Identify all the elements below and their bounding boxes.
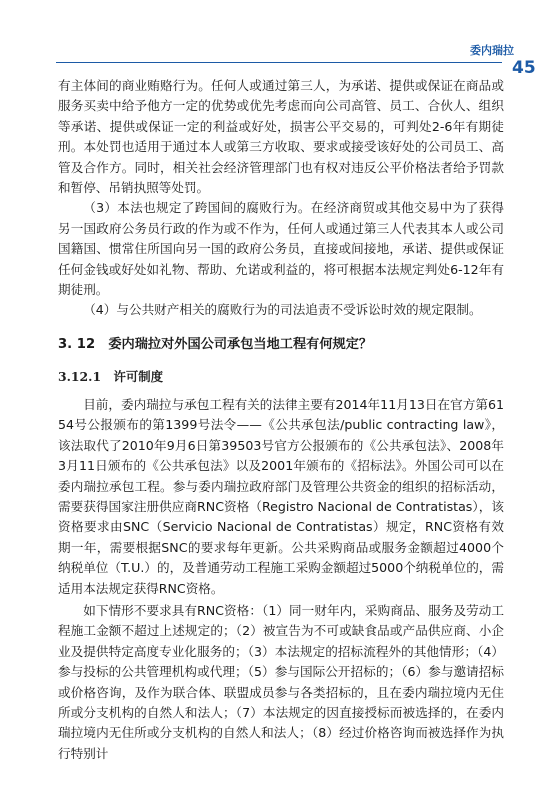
- paragraph-rnc-exemptions: 如下情形不要求具有RNC资格：（1）同一财年内，采购商品、服务及劳动工程施工金额不超过上述规定的；（2）被宣告为不可或缺食品或产品供应商、小企业及提供特定高度专业化服务的；（3）本法规定的招标流程外的其他情形；（4）参与投标的公共管理机构或代理；（5）参与国际公开招标的；（6）参与邀请招标或价格咨询，及作为联合体、联盟成员参与各类招标的，且在委内瑞拉境内无住所或分支机构的自然人和法人；（7）本法规定的因直接授标而被选择的，在委内瑞拉境内无住所或分支机构的自然人和法人；（8）经过价格咨询而被选择作为执行特别计: [58, 602, 504, 761]
- page-content: [58, 76, 504, 764]
- chapter-title: 委内瑞拉: [470, 44, 514, 57]
- paragraph-transnational-corruption: （3）本法也规定了跨国间的腐败行为。在经济商贸或其他交易中为了获得另一国政府公务员行政的作为或不作为，任何人或通过第三人代表其本人或公司国籍国、惯常住所国向另一国的政府公务员，直接或间接地，承诺、提供或保证任何金钱或好处如礼物、帮助、允诺或利益的，将可根据本法规定判处6-12年有期徒刑。: [58, 200, 504, 298]
- header-rule: [56, 62, 502, 63]
- subsection-heading: 3.12.1 许可制度: [58, 368, 164, 384]
- paragraph-statute-of-limitations: （4）与公共财产相关的腐败行为的司法追责不受诉讼时效的规定限制。: [83, 302, 482, 318]
- section-heading: 3. 12 委内瑞拉对外国公司承包当地工程有何规定？: [58, 336, 373, 352]
- paragraph-commercial-bribery: 有主体间的商业贿赂行为。任何人或通过第三人，为承诺、提供或保证在商品或服务买卖中给予他方一定的优势或优先考虑而向公司高管、员工、合伙人、组织等承诺、提供或保证一定的利益或好处，损害公平交易的，可判处2-6年有期徒刑。本处罚也适用于通过本人或第三方收取、要求或接受该好处的公司员工、高管及合作方。同时，相关社会经济管理部门也有权对违反公平价格法者给予罚款和暂停、吊销执照等处罚。: [58, 78, 504, 196]
- page-number: 45: [512, 58, 536, 78]
- paragraph-contracting-law: 目前，委内瑞拉与承包工程有关的法律主要有2014年11月13日在官方第6154号公报颁布的第1399号法令——《公共承包法/public contracting law》，该法取代了2010年9月6日第39503号官方公报颁布的《公共承包法》、2008年3月11日颁布的《公共承包法》以及2001年颁布的《招标法》。外国公司可以在委内瑞拉承包工程。参与委内瑞拉政府部门及管理公共资金的组织的招标活动，需要获得国家注册供应商RNC资格（Registro Nacional de Contratistas），该资格要求由SNC（Servicio Nacional de Contratistas）规定，RNC资格有效期一年，需要根据SNC的要求每年更新。公共采购商品或服务金额超过4000个纳税单位（T.U.）的，及普通劳动工程施工采购金额超过5000个纳税单位的，需适用本法规定获得RNC资格。: [58, 396, 504, 596]
